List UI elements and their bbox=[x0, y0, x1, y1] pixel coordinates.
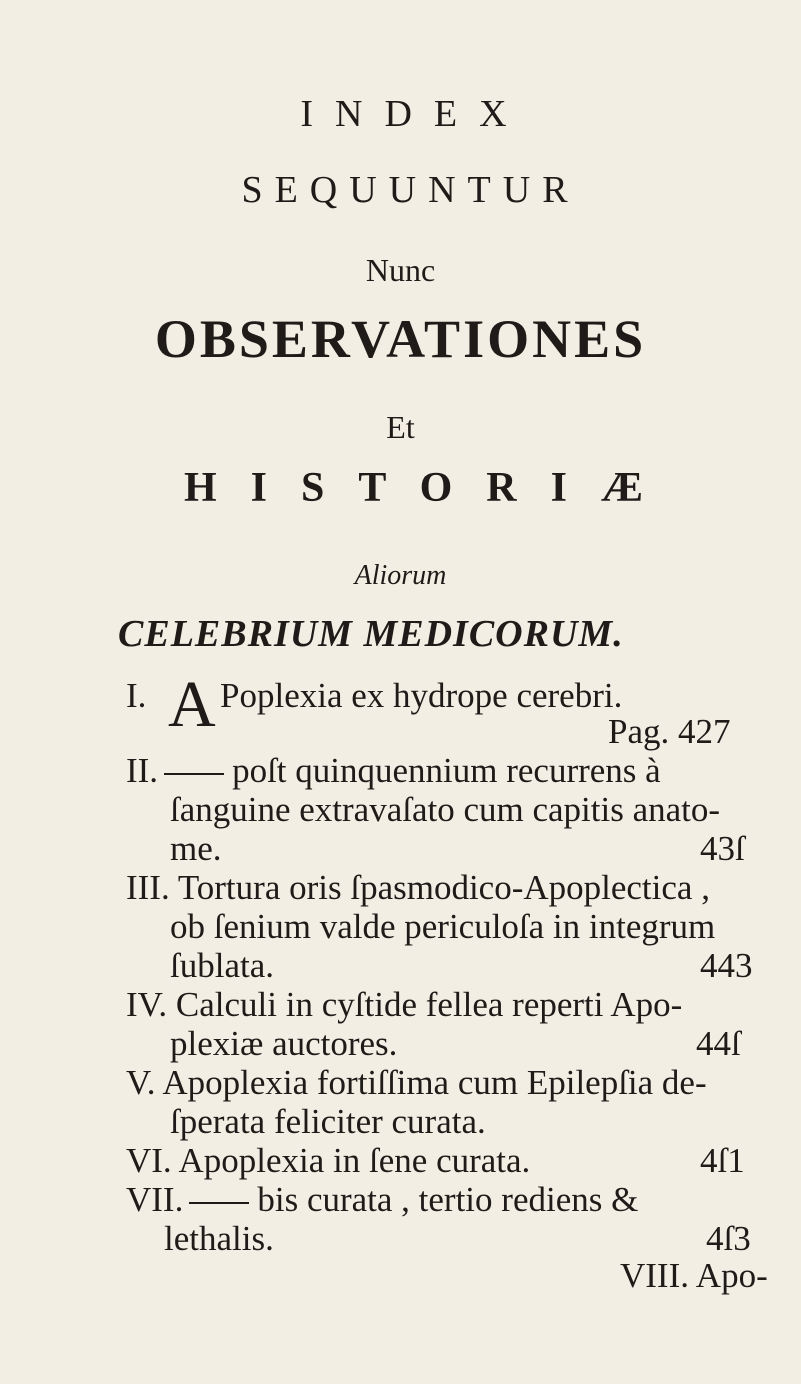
entry-6-numeral: VI. bbox=[126, 1141, 172, 1180]
entry-1-page: Pag. 427 bbox=[608, 712, 731, 751]
nunc-line: Nunc bbox=[365, 252, 436, 288]
entry-1-numeral: I. bbox=[126, 676, 147, 715]
entry-2-line2: ſanguine extravaſato cum capitis anato- bbox=[170, 790, 721, 829]
entry-2 bbox=[126, 751, 661, 791]
entry-4 bbox=[126, 985, 682, 1025]
entry-5-numeral: V. bbox=[126, 1063, 156, 1102]
entry-7-page: 4ſ3 bbox=[706, 1219, 751, 1258]
historiae-heading: HISTORIÆ bbox=[184, 465, 677, 511]
entry-3-line3: ſublata. bbox=[170, 946, 274, 985]
entry-6 bbox=[126, 1141, 530, 1181]
entry-1-line1: Poplexia ex hydrope cerebri. bbox=[220, 676, 623, 715]
entry-5-line1: Apoplexia fortiſſima cum Epilepſia de- bbox=[162, 1063, 707, 1102]
entry-4-line2: plexiæ auctores. bbox=[170, 1024, 398, 1063]
entry-1-dropcap: A bbox=[168, 668, 216, 741]
catchword: VIII. Apo- bbox=[620, 1256, 768, 1295]
entry-4-line1: Calculi in cyſtide fellea reperti Apo- bbox=[175, 985, 683, 1024]
index-heading: INDEX bbox=[300, 93, 529, 135]
aliorum-line: Aliorum bbox=[354, 560, 447, 591]
et-line: Et bbox=[386, 409, 415, 445]
entry-3 bbox=[126, 868, 710, 908]
entry-2-page: 43ſ bbox=[700, 829, 745, 868]
entry-5 bbox=[126, 1063, 707, 1103]
entry-5-line2: ſperata feliciter curata. bbox=[170, 1102, 486, 1141]
ditto-dash bbox=[189, 1202, 249, 1204]
entry-3-line1: Tortura oris ſpasmodico-Apoplectica , bbox=[177, 868, 710, 907]
ditto-dash bbox=[164, 773, 224, 775]
observationes-heading: OBSERVATIONES bbox=[154, 309, 647, 369]
celebrium-heading: CELEBRIUM MEDICORUM. bbox=[118, 613, 624, 655]
entry-2-numeral: II. bbox=[126, 751, 159, 790]
entry-6-page: 4ſ1 bbox=[700, 1141, 745, 1180]
entry-4-numeral: IV. bbox=[126, 985, 168, 1024]
entry-7 bbox=[126, 1180, 638, 1220]
entry-2-line1: poſt quinquennium recurrens à bbox=[232, 751, 661, 790]
entry-6-line1: Apoplexia in ſene curata. bbox=[178, 1141, 531, 1180]
entry-7-line2: lethalis. bbox=[164, 1219, 274, 1258]
sequuntur-heading: SEQUUNTUR bbox=[241, 169, 580, 211]
entry-7-numeral: VII. bbox=[126, 1180, 184, 1219]
entry-4-page: 44ſ bbox=[696, 1024, 741, 1063]
entry-2-line3: me. bbox=[170, 829, 222, 868]
entry-7-line1: bis curata , tertio rediens & bbox=[257, 1180, 639, 1219]
entry-3-page: 443 bbox=[700, 946, 753, 985]
entry-3-numeral: III. bbox=[126, 868, 170, 907]
entry-3-line2: ob ſenium valde periculoſa in integrum bbox=[170, 907, 716, 946]
